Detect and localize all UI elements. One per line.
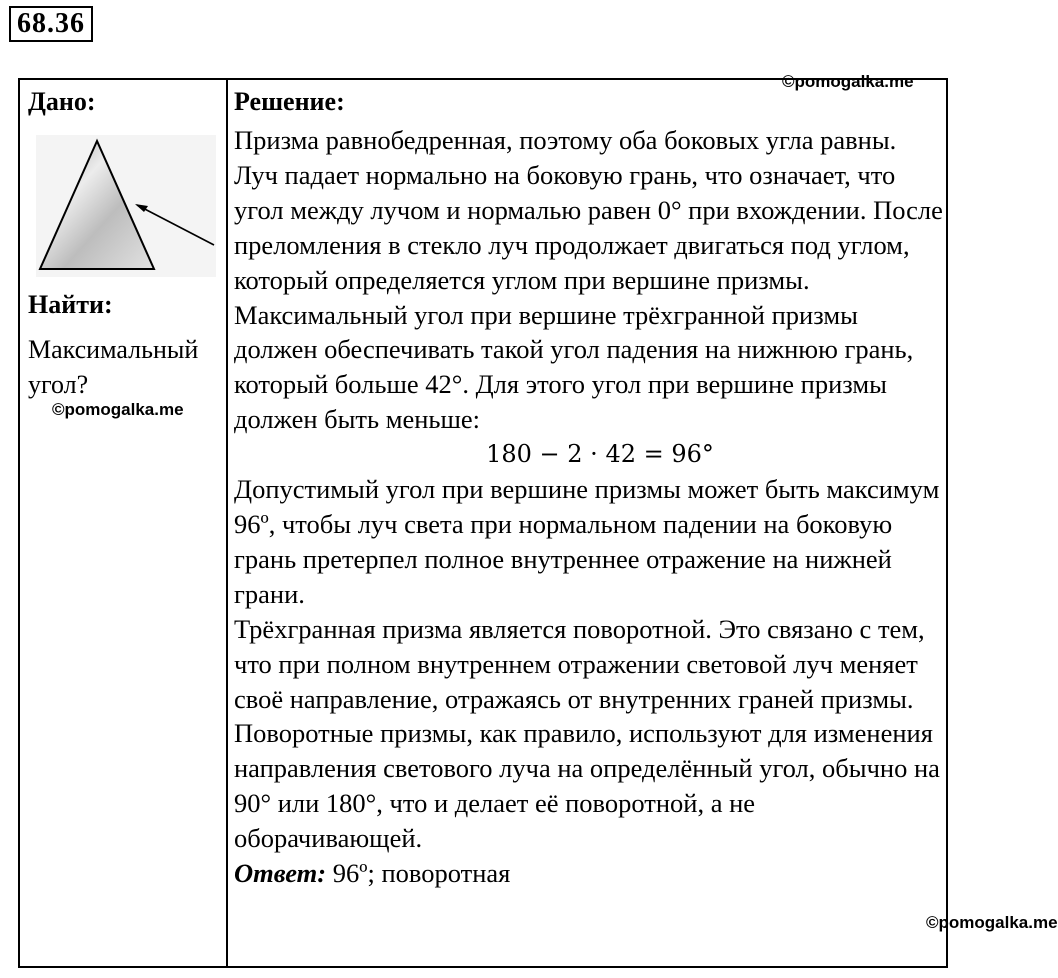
watermark-left: ©pomogalka.me [52,400,184,419]
answer-line [234,856,946,891]
watermark-bottom: ©pomogalka.me [926,913,1058,932]
given-header: Дано: [28,87,96,116]
column-divider [226,80,228,966]
find-text: Максимальный угол? [28,335,199,399]
watermark-top: ©pomogalka.me [782,72,914,91]
solution-paragraph-3: Трёхгранная призма является поворотной. Это связано с тем, что при полном внутреннем отражении световой луч меняет своё направление, отражаясь от внутренних граней призмы. Поворотные призмы, как правило, используют для изменения направления светового луча на определённый угол, обычно на 90° или 180°, что и делает её поворотной, а не оборачивающей. [234,613,940,854]
solution-header: Решение: [234,87,345,116]
solution-table [18,72,1058,968]
problem-number: 68.36 [9,6,93,42]
answer-label: Ответ: [234,858,327,889]
solution-body [234,123,946,891]
formula: 180 − 2 · 42 = 96° [486,440,714,469]
solution-paragraph-1: Призма равнобедренная, поэтому оба боковых угла равны. Луч падает нормально на боковую грань, что означает, что угол между лучом и нормалью равен 0° при вхождении. После преломления в стекло луч продолжает двигаться под углом, который определяется углом при вершине призмы. Максимальный угол при вершине трёхгранной призмы должен обеспечивать такой угол падения на нижнюю грань, который больше 42°. Для этого угол при вершине призмы должен быть меньше: [234,125,943,435]
find-header: Найти: [28,290,113,319]
prism-figure [36,135,216,277]
solution-column [234,72,1058,966]
answer-text: 96º; поворотная [326,858,511,889]
given-column [20,80,226,966]
solution-paragraph-2: Допустимый угол при вершине призмы может быть максимум 96º, чтобы луч света при нормальном падении на боковую грань претерпел полное внутреннее отражение на нижней грани. [234,474,940,609]
